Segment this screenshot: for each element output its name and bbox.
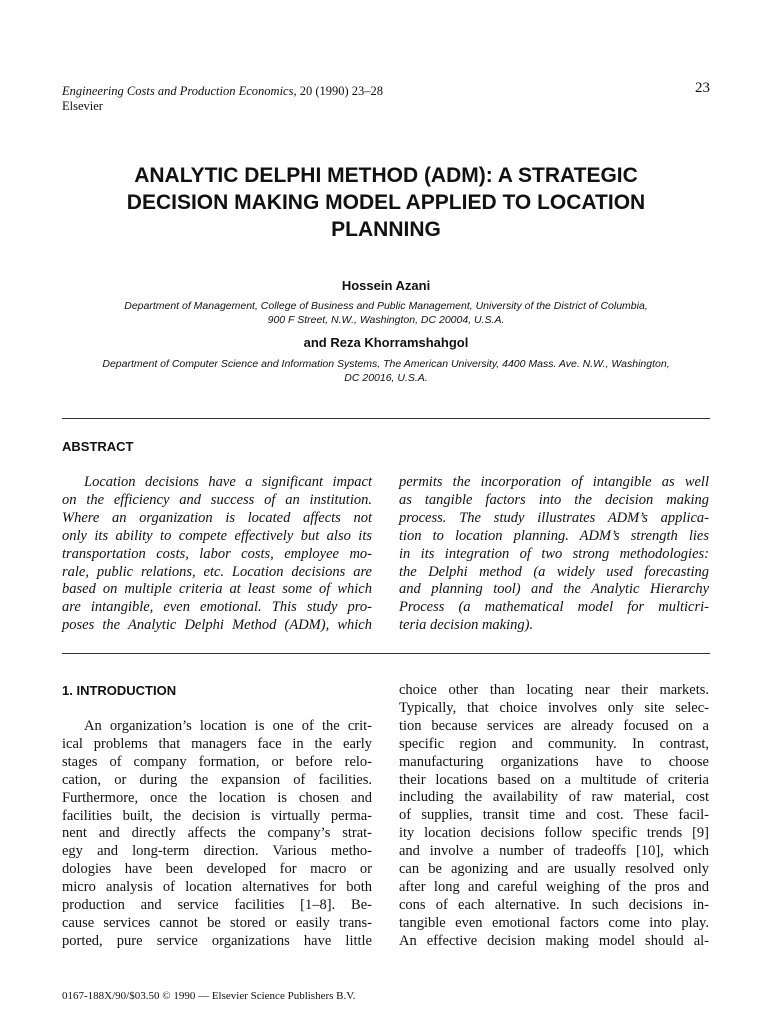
copyright-footer: 0167-188X/90/$03.50 © 1990 — Elsevier Science Publishers B.V.: [62, 990, 356, 1002]
affiliation-line: 900 F Street, N.W., Washington, DC 20004, U.S.A.: [267, 314, 505, 326]
text-line: cause services cannot be stored or easily trans-: [62, 914, 372, 931]
page-number: 23: [695, 80, 710, 96]
text-line: ported, pure service organizations have little: [62, 932, 372, 949]
title-line: ANALYTIC DELPHI METHOD (ADM): A STRATEGIC: [134, 164, 638, 187]
text-line: based on multiple criteria at least some of which: [62, 581, 372, 598]
author-affiliation: [62, 299, 710, 327]
text-line: dologies have been developed for macro or: [62, 861, 372, 878]
text-line: as tangible factors into the decision making: [399, 491, 709, 508]
text-line: teria decision making).: [399, 617, 534, 634]
text-line: only its ability to compete effectively but also its: [62, 527, 372, 544]
text-line: production and service facilities [1–8]. Be-: [62, 897, 372, 914]
text-line: including the availability of raw material, cost: [399, 789, 709, 806]
text-line: transportation costs, labor costs, employee mo-: [62, 545, 372, 562]
text-line: Furthermore, once the location is chosen and: [62, 789, 372, 806]
introduction-right-column: [399, 682, 709, 951]
journal-title: Engineering Costs and Production Economics,: [62, 84, 297, 98]
text-line: ical problems that managers face in the early: [62, 735, 372, 752]
text-line: Process (a mathematical model for multicri-: [399, 599, 709, 616]
text-line: after long and careful weighing of the pros and: [399, 878, 709, 895]
text-line: micro analysis of location alternatives for both: [62, 879, 372, 896]
journal-citation: [62, 84, 383, 114]
author-affiliation: [62, 357, 710, 385]
text-line: their locations based on a multitude of criteria: [399, 771, 709, 788]
text-line: choice other than locating near their markets.: [399, 682, 709, 698]
affiliation-line: DC 20016, U.S.A.: [344, 372, 428, 384]
text-line: specific region and community. In contrast,: [399, 735, 709, 752]
text-line: tion because services are already focused on a: [399, 717, 709, 734]
text-line: Location decisions have a significant impact: [84, 474, 372, 490]
text-line: egy and long-term direction. Various metho-: [62, 843, 372, 860]
introduction-heading: 1. INTRODUCTION: [62, 683, 177, 698]
introduction-left-column: [62, 718, 372, 951]
text-line: cons of each alternative. In such decisions in-: [399, 896, 709, 913]
section-divider: [62, 653, 710, 654]
abstract-left-column: [62, 474, 372, 635]
text-line: the Delphi method (a widely used forecasting: [399, 563, 709, 580]
abstract-heading: ABSTRACT: [62, 439, 134, 454]
text-line: on the efficiency and success of an institution.: [62, 491, 372, 508]
text-line: An organization’s location is one of the crit-: [84, 718, 372, 734]
affiliation-line: Department of Management, College of Business and Public Management, University of the District of Columbia,: [124, 300, 648, 312]
section-divider: [62, 418, 710, 419]
paper-title: [62, 162, 710, 243]
text-line: An effective decision making model should al-: [399, 932, 709, 949]
journal-volume: 20 (1990) 23–28: [296, 84, 384, 98]
publisher-name: Elsevier: [62, 99, 103, 113]
text-line: Typically, that choice involves only site selec-: [399, 699, 709, 716]
text-line: process. The study illustrates ADM’s applica-: [399, 509, 709, 526]
author-name: and Reza Khorramshahgol: [303, 335, 469, 350]
text-line: cation, or during the expansion of facilities.: [62, 771, 372, 788]
abstract-right-column: [399, 474, 709, 635]
text-line: in its integration of two strong methodologies:: [399, 545, 709, 562]
text-line: manufacturing organizations have to choose: [399, 753, 709, 770]
text-line: tion to location planning. ADM’s strength lies: [399, 527, 709, 544]
author-name: Hossein Azani: [341, 278, 431, 293]
text-line: poses the Analytic Delphi Method (ADM), which: [62, 617, 372, 634]
text-line: are intangible, even emotional. This study pro-: [62, 599, 372, 616]
affiliation-line: Department of Computer Science and Information Systems, The American University, 4400 Mass. Ave. N.W., Washington,: [102, 358, 670, 370]
title-line: PLANNING: [331, 218, 441, 241]
text-line: facilities built, the decision is virtually perma-: [62, 807, 372, 824]
text-line: can be agonizing and are usually resolved only: [399, 861, 709, 878]
text-line: stages of company formation, or before relo-: [62, 753, 372, 770]
text-line: permits the incorporation of intangible as well: [399, 474, 709, 490]
text-line: Where an organization is located affects not: [62, 509, 372, 526]
text-line: of supplies, transit time and cost. These facil-: [399, 807, 709, 824]
text-line: and involve a number of tradeoffs [10], which: [399, 843, 709, 860]
text-line: ity location decisions follow specific trends [9]: [399, 825, 709, 842]
text-line: rale, public relations, etc. Location decisions are: [62, 563, 372, 580]
text-line: nent and directly affects the company’s strat-: [62, 825, 372, 842]
text-line: tangible even emotional factors come into play.: [399, 914, 709, 931]
text-line: and planning tool) and the Analytic Hierarchy: [399, 581, 709, 598]
title-line: DECISION MAKING MODEL APPLIED TO LOCATION: [126, 191, 646, 214]
